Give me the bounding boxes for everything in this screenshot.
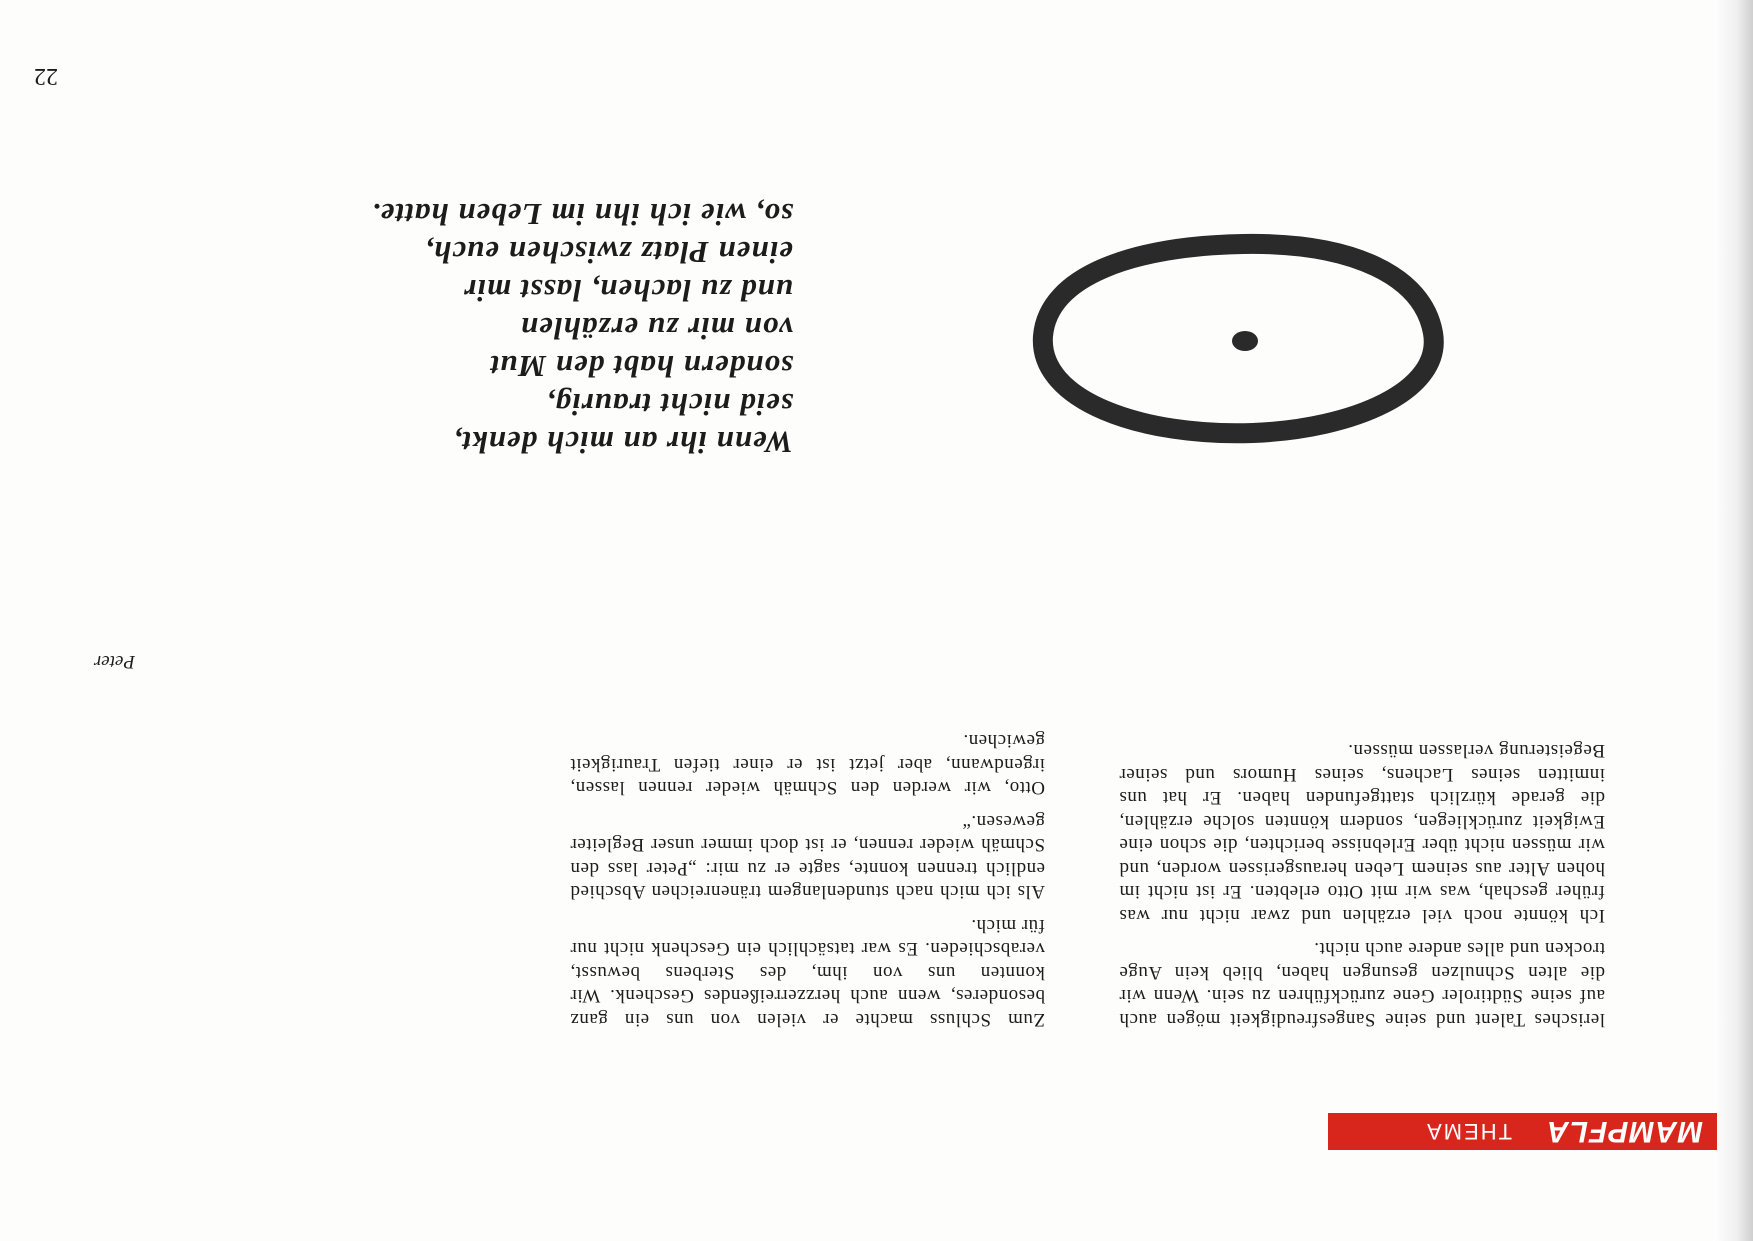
header-bar [1328,1113,1717,1150]
page-number: 22 [34,63,58,89]
brand-logo: MAMPFLA [1546,1115,1703,1149]
article-paragraph: Als ich mich nach stundenlangem tränenreichen Abschied endlich trennen konnte, sagte er zu mir: „Peter lass den Schmäh wieder rennen, er ist doch immer unser Begleiter gewesen.“ [570,811,1045,903]
poem-line: sondern habt den Mut [489,349,793,384]
article-paragraph: lerisches Talent und seine Sangesfreudigkeit mögen auch auf seine Südtiroler Gene zurückführen zu sein. Wenn wir die alten Schnulzen gesungen haben, blieb kein Auge trocken und alles andere auch nicht. [1119,938,1605,1030]
poem-line: von mir zu erzählen [519,311,793,346]
poem-line: seid nicht traurig, [545,387,793,422]
poem-line: einen Platz zwischen euch, [424,235,793,270]
poem-line: und zu lachen, lasst mir [463,273,793,308]
poem [53,195,793,461]
ink-circle-drawing [1023,231,1463,451]
section-label: THEMA [1425,1119,1513,1145]
article-column-left [1119,739,1605,1031]
article-paragraph: Otto, wir werden den Schmäh wieder rennen lassen, irgendwann, aber jetzt ist er einer tiefen Traurigkeit gewichen. [570,730,1045,799]
article-paragraph: Zum Schluss machte er vielen von uns ein ganz besonderes, wenn auch herzzerreißendes Geschenk. Wir konnten uns von ihm, des Sterbens bewusst, verabschieden. Es war tatsächlich ein Geschenk nicht nur für mich. [570,915,1045,1030]
page-binding-edge [1713,0,1753,1241]
article-column-right [570,729,1045,1031]
poem-line: so, wie ich ihn im Leben hatte. [371,197,793,232]
ink-dot [1232,331,1258,351]
poem-line: Wenn ihr an mich denkt, [452,425,793,460]
author-signature: Peter [93,651,135,672]
article-paragraph: Ich könnte noch viel erzählen und zwar nicht nur was früher geschah, was wir mit Otto erlebten. Er ist nicht im hohen Alter aus seinem Leben herausgerissen worden, und wir müssen nicht über Erlebnisse berichten, die schon eine Ewigkeit zurückliegen, sondern könnten solche erzählen, die gerade kürzlich stattgefunden haben. Er hat uns inmitten seines Lachens, seines Humors und seiner Begeisterung verlassen müssen. [1119,740,1605,926]
